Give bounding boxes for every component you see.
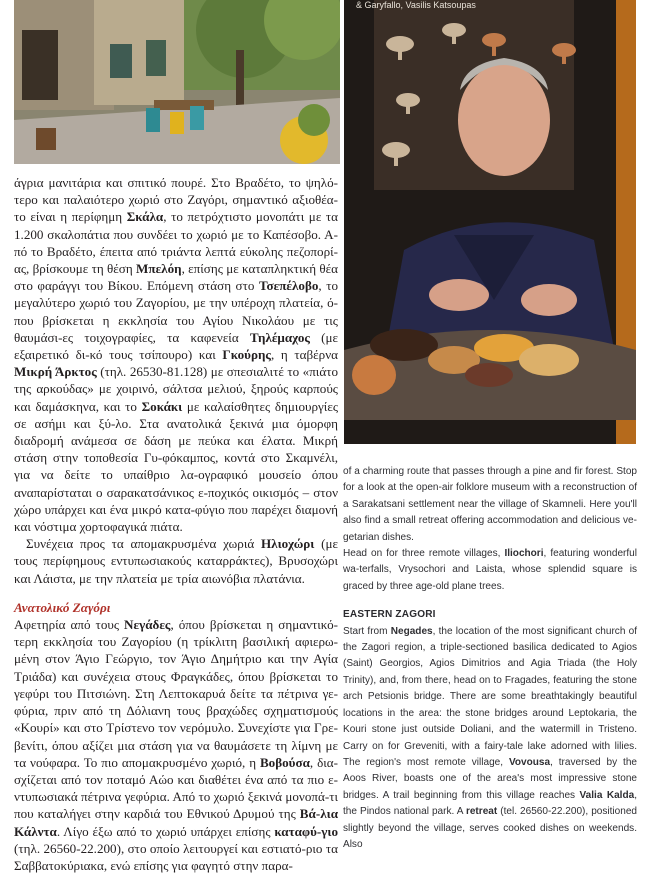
text-run: με καλαίσθητες δημιουργίες σε ασήμι και ξύ-λο. Στα ανατολικά ξεκινά μια όμορφη διαδρομή ανάμεσα σε δάση με πεύκα και έλατα. Μικρή στάση στην τοποθεσία Γυ-φόκαμπος, κοντά στο Σκαμνέλι, για να δείτε το υπαίθριο λα-ογραφικό μουσείο όπου αναπαρίσταται ο σαρακατσάνικος ε-ποχικός οικισμός – στον χώρο υπάρχει και ένα μικρό κατα-φύγιο που παρέχει διαμονή και νόστιμα χορτοφαγικά πιάτα. xyxy=(14,398,338,535)
text-run: (με τους περίφημους εντυπωσιακούς καταρράκτες), Βρυσοχώρι και Λάιστα, με την πλατεία με τρία αιωνόβια πλατάνια. xyxy=(14,536,339,586)
english-paragraph-2 xyxy=(343,546,637,595)
text-run: (tel. 26560-22.200), positioned slightly beyond the village, serves cooked dishes on weekends. Also xyxy=(343,806,637,850)
text-run: , featuring wonderful wa-terfalls, Vrysochori and Laista, whose splendid square is graced by three age-old plane trees. xyxy=(343,548,637,592)
english-section-heading: EASTERN ZAGORI xyxy=(343,609,436,621)
greek-paragraph-1 xyxy=(14,174,338,535)
text-run: Head on for three remote villages, xyxy=(343,548,505,560)
english-column xyxy=(343,464,637,853)
bold-place-name: Βά-λια Κάλντα xyxy=(14,806,338,839)
text-run: (τηλ. 26530-81.128) με σπεσιαλιτέ το «πιάτο της αρκούδας» με χοιρινό, σάλτσα μελιού, ξηρούς καρπούς και δαμάσκηνα, και το xyxy=(14,364,339,414)
terrace-photo xyxy=(14,0,340,164)
bold-place-name: Μπελόη xyxy=(136,261,182,277)
text-run: , the location of the most significant church of the Zagori region, a triple-sectioned basilica dedicated to Agios (Saint) Georgios, Agios Dimitrios and Agia Triada (the Holy Trinity), and, from there, head on to Fragades, featuring the stone arch Petsionis bridge. There are some breathtakingly beautiful locations in the area: the stone bridges around Leptokaria, the Kouri stone just outside Doliani, and the watermill in Tristeno. Carry on for Greveniti, with a fairy-tale lake adorned with lilies. The region's most remote village, xyxy=(343,625,637,768)
text-run: (με εξαιρετικό δι-κό τους τσίπουρο) και xyxy=(14,329,338,363)
text-run: . Λίγο έξω από το χωριό υπάρχει επίσης xyxy=(56,823,275,839)
chef-photo xyxy=(344,0,636,444)
english-paragraph-3 xyxy=(343,624,637,854)
text-run: , the Pindos national park. A xyxy=(343,789,637,818)
text-run: , traversed by the Aoos River, boasts one of the area's most impressive stone bridges. A trail beginning from this village reaches xyxy=(343,756,637,801)
chef-photo-illustration xyxy=(344,0,636,444)
greek-section-heading: Ανατολικό Ζαγόρι xyxy=(14,599,111,615)
text-run: (τηλ. 26560-22.200), στο οποίο λειτουργεί και εστιατό-ριο τα Σαββατοκύριακα, ενώ επίσης για φαγητό στην παρα- xyxy=(14,840,338,873)
bold-place-name: καταφύ-γιο xyxy=(274,823,338,839)
text-run: , δια-σχίζεται από τον ποταμό Αώο και διαθέτει ένα από τα πιο ε-ντυπωσιακά πέτρινα γεφύρια. Από το χωριό ξεκινά μονοπά-τι που καταλήγει στην καρδιά του Εθνικού Δρυμού της xyxy=(14,754,338,822)
bold-place-name: Iliochori xyxy=(504,548,544,560)
greek-column xyxy=(14,174,338,874)
text-run: Start from xyxy=(343,625,391,637)
bold-place-name: Σκάλα xyxy=(126,209,164,225)
bold-place-name: Τηλέμαχος xyxy=(249,329,310,345)
text-run: , το μεγαλύτερο χωριό του Ζαγορίου, με την υπέροχη πλατεία, ό-που βρίσκεται η εκκλησία του Αγίου Νικολάου με τις θαυμάσι-ες τοιχογραφίες, τα καφενεία xyxy=(14,278,339,345)
bold-place-name: Ηλιοχώρι xyxy=(260,536,315,552)
bold-place-name: Μικρή Άρκτος xyxy=(14,364,97,380)
terrace-photo-illustration xyxy=(14,0,340,164)
greek-paragraph-2 xyxy=(14,535,338,587)
bold-place-name: Τσεπέλοβο xyxy=(258,278,319,294)
bold-place-name: Vovousa xyxy=(508,756,551,768)
text-run: άγρια μανιτάρια και σπιτικό πουρέ. Στο Βραδέτο, το ψηλό-τερο και παλαιότερο χωριό στο Ζαγόρι, σημαντικό αξιοθέα-το είναι η περίφημη xyxy=(14,175,338,225)
photo-credit: & Garyfallo, Vasilis Katsoupas xyxy=(356,0,476,10)
bold-place-name: retreat xyxy=(465,806,498,818)
bold-place-name: Νεγάδες xyxy=(124,617,171,633)
bold-place-name: Σοκάκι xyxy=(141,398,183,414)
english-paragraph-1 xyxy=(343,464,637,546)
greek-paragraph-3 xyxy=(14,616,338,874)
text-run: Αφετηρία από τους xyxy=(14,617,125,633)
bold-place-name: Valia Kalda xyxy=(579,789,635,801)
text-run: Συνέχεια προς τα απομακρυσμένα χωριά xyxy=(26,536,261,552)
text-run: of a charming route that passes through a pine and fir forest. Stop for a look at the open-air folklore museum with a reconstruction of a Sarakatsani settlement near the village of Skamneli. Here you'll also find a small retreat offering accommodation and delicious ve-getarian dishes. xyxy=(343,466,637,543)
text-run: , η ταβέρνα xyxy=(270,347,338,363)
text-run: , επίσης με καταπληκτική θέα στο φαράγγι του Βίκου. Επόμενη στάση στο xyxy=(14,261,338,294)
bold-place-name: Γκούρης xyxy=(222,347,271,363)
text-run: , το πετρόχτιστο μονοπάτι με τα 1.200 σκαλοπάτια που συνδέει το χωριό με το Καπέσοβο. Α-πό το Βραδέτο, έπειτα από τριάντα λεπτά εύκολης πεζοπορί-ας, βρίσκουμε τη θέση xyxy=(14,209,339,277)
bold-place-name: Negades xyxy=(390,625,433,637)
text-run: , όπου βρίσκεται η σημαντικό-τερη εκκλησία του Ζαγορίου (η τρίκλιτη βασιλική αφιερω-μένη στον Άγιο Γεώργιο, τον Άγιο Δημήτριο και την Αγία Τριάδα) και συνέχεια στους Φραγκάδες, όπου βρίσκεται το γεφύρι του Πιτσιώνη. Στη Λεπτοκαρυά δείτε τα πέτρινα γε-φύρια, πριν από τη Δόλιανη τους βραχώδες σχηματισμούς «Κουρί» και στο Τρίστενο τον νερόμυλο. Συνεχίστε για Γρε-βενίτι, όπου αξίζει μια στάση για να θαυμάσετε τη λίμνη με τα νούφαρα. Το πιο απομακρυσμένο χωριό, η xyxy=(14,617,338,770)
bold-place-name: Βοβούσα xyxy=(259,754,310,770)
